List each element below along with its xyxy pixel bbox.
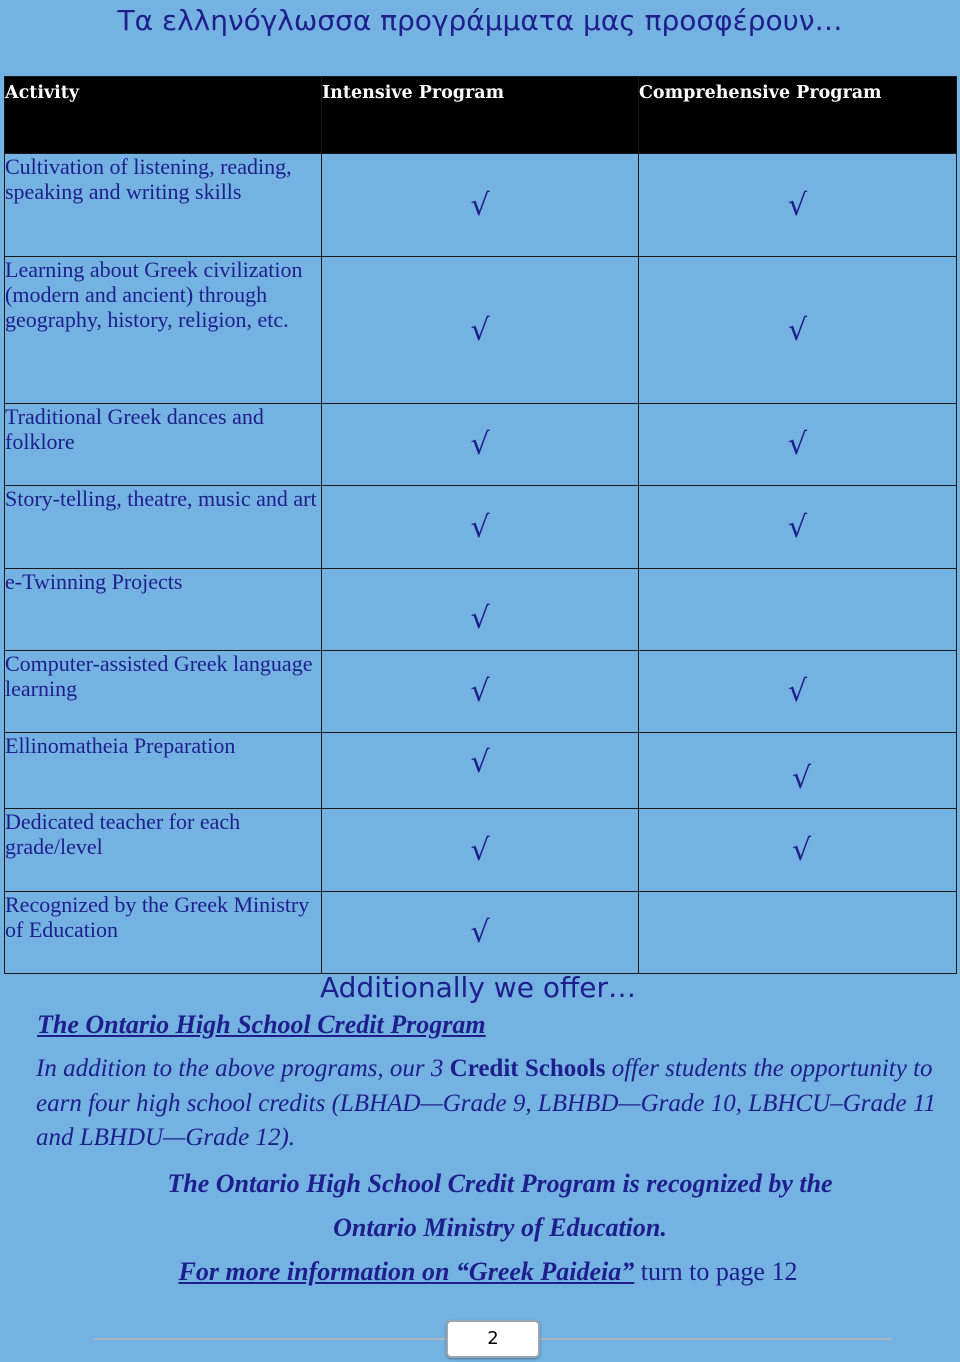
header-intensive: Intensive Program — [322, 77, 639, 154]
table-row — [5, 809, 957, 892]
table-row — [5, 733, 957, 809]
paideia-link[interactable]: For more information on “Greek Paideia” — [178, 1257, 635, 1286]
activity-cell: Recognized by the Greek Ministry of Education — [5, 892, 322, 974]
check-icon: √ — [470, 312, 490, 348]
check-icon: √ — [787, 312, 808, 348]
table-row — [5, 569, 957, 651]
activity-cell: Cultivation of listening, reading, speaking and writing skills — [5, 154, 322, 257]
activity-cell: Dedicated teacher for each grade/level — [5, 809, 322, 892]
header-activity: Activity — [5, 77, 322, 154]
check-icon: √ — [470, 601, 490, 636]
activity-cell: Traditional Greek dances and folklore — [5, 404, 322, 486]
table-row — [5, 404, 957, 486]
check-icon: √ — [787, 187, 808, 223]
check-icon: √ — [791, 761, 812, 796]
table-row — [5, 892, 957, 974]
page-heading: Τα ελληνόγλωσσα προγράμματα μας προσφέρουν… — [117, 4, 843, 37]
check-icon: √ — [470, 427, 490, 462]
activity-cell: Ellinomatheia Preparation — [5, 733, 322, 809]
activity-cell: Story-telling, theatre, music and art — [5, 486, 322, 569]
check-icon: √ — [787, 427, 808, 462]
more-info — [0, 1254, 960, 1290]
recognition-line-1: The Ontario High School Credit Program is recognized by the — [167, 1169, 833, 1198]
page-number: 2 — [446, 1320, 540, 1358]
activity-cell: e-Twinning Projects — [5, 569, 322, 651]
additional-heading: Additionally we offer… — [320, 971, 636, 1004]
check-icon: √ — [791, 832, 812, 868]
more-info-rest: turn to page 12 — [634, 1257, 798, 1286]
check-icon: √ — [470, 509, 490, 545]
credit-program-title: The Ontario High School Credit Program — [37, 1010, 486, 1039]
check-icon: √ — [470, 915, 490, 950]
recognition-line-2: Ontario Ministry of Education. — [333, 1213, 667, 1242]
table-row — [5, 257, 957, 404]
check-icon: √ — [787, 509, 808, 545]
credit-program-description: In addition to the above programs, our 3 Credit Schools offer students the opportunity to earn four high school credits (LBHAD—Grade 9, LBHBD—Grade 10, LBHCU–Grade 11 and LBHDU—Grade 12). — [36, 1055, 936, 1151]
table-row — [5, 486, 957, 569]
check-icon: √ — [470, 674, 490, 709]
check-icon: √ — [787, 674, 808, 709]
header-comprehensive: Comprehensive Program — [639, 77, 957, 154]
check-icon: √ — [470, 187, 490, 223]
table-row — [5, 651, 957, 733]
programs-table — [4, 76, 957, 974]
activity-cell: Learning about Greek civilization (modern and ancient) through geography, history, religion, etc. — [5, 257, 322, 404]
table-row — [5, 154, 957, 257]
check-icon: √ — [470, 832, 490, 868]
activity-cell: Computer-assisted Greek language learning — [5, 651, 322, 733]
check-icon: √ — [470, 745, 490, 780]
table-header-row — [5, 77, 957, 154]
